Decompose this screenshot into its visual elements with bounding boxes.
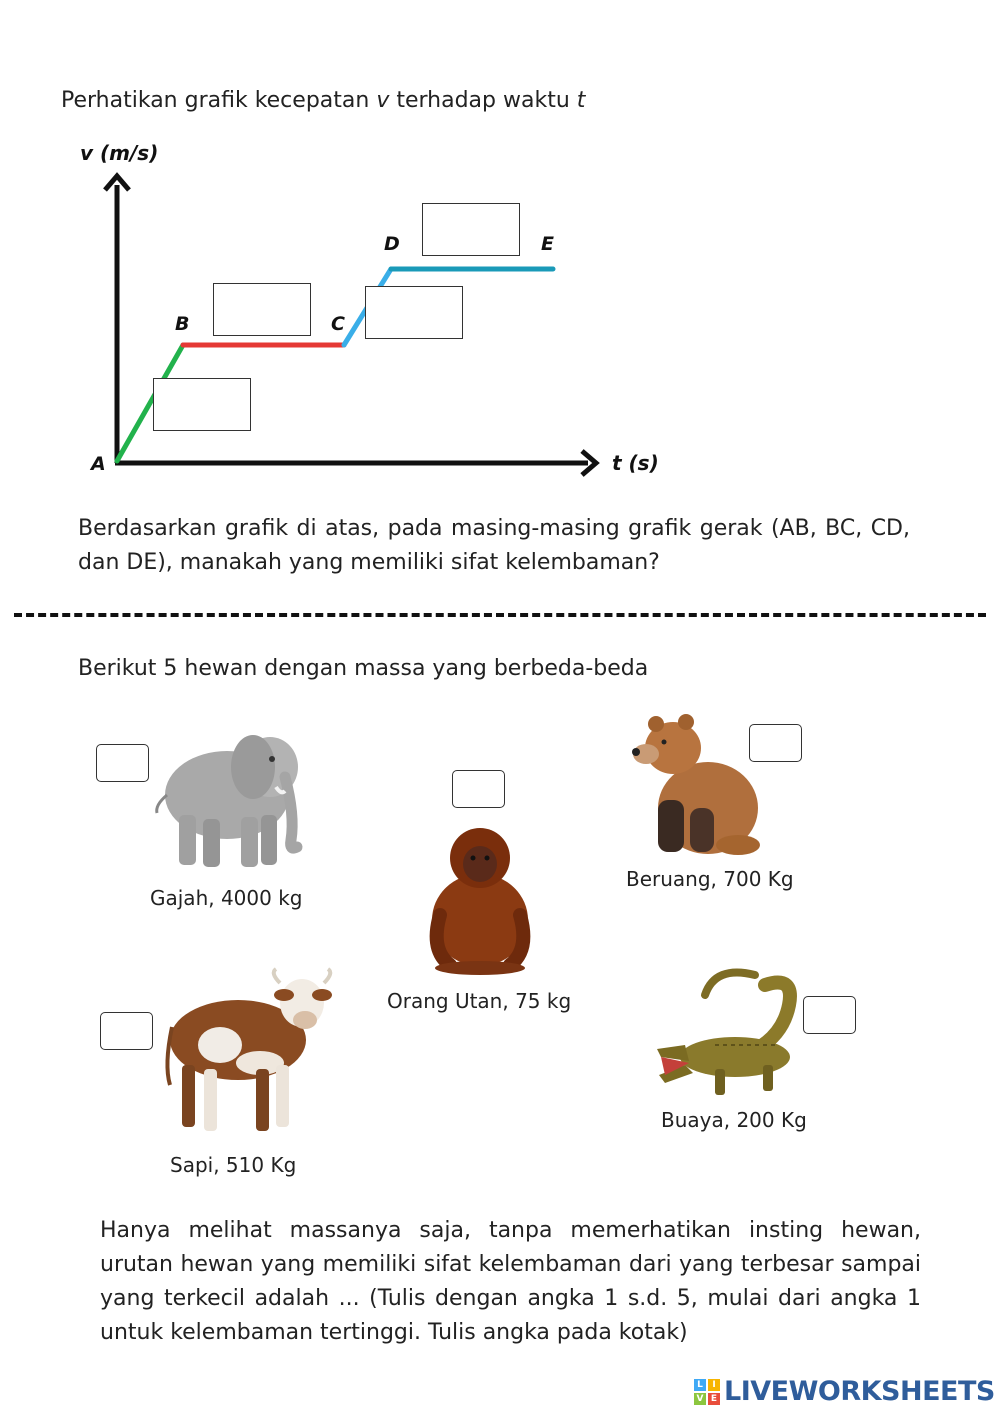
point-label-c: C <box>331 313 345 335</box>
caption-orangutan: Orang Utan, 75 kg <box>387 989 572 1013</box>
liveworksheets-logo <box>694 1376 995 1407</box>
animals-intro: Berikut 5 hewan dengan massa yang berbeda-beda <box>78 656 649 681</box>
v-symbol: v <box>376 88 390 113</box>
point-label-e: E <box>541 233 554 255</box>
crocodile-image <box>655 965 805 1105</box>
logo-letter-i: I <box>708 1379 720 1391</box>
caption-elephant: Gajah, 4000 kg <box>150 886 303 910</box>
point-label-b: B <box>175 313 190 335</box>
orangutan-image <box>420 820 540 975</box>
answer-box-bc[interactable] <box>213 283 311 336</box>
answer-box-orangutan[interactable] <box>452 770 505 808</box>
elephant-image <box>145 715 320 875</box>
answer-box-crocodile[interactable] <box>803 996 856 1034</box>
point-label-a: A <box>91 453 106 475</box>
logo-letter-v: V <box>694 1393 706 1405</box>
answer-box-cow[interactable] <box>100 1012 153 1050</box>
answer-box-ab[interactable] <box>153 378 251 431</box>
brand-text: LIVEWORKSHEETS <box>724 1376 995 1407</box>
answer-box-de[interactable] <box>422 203 520 256</box>
answer-box-elephant[interactable] <box>96 744 149 782</box>
caption-crocodile: Buaya, 200 Kg <box>661 1108 807 1132</box>
animals-question: Hanya melihat massanya saja, tanpa memerhatikan insting hewan, urutan hewan yang memiliki sifat kelembaman dari yang terbesar sampai yang terkecil adalah ... (Tulis dengan angka 1 s.d. 5, mulai dari angka 1 untuk kelembaman tertinggi. Tulis angka pada kotak) <box>100 1218 921 1345</box>
graph-intro: Perhatikan grafik kecepatan v terhadap waktu t <box>61 88 586 113</box>
y-axis-label: v (m/s) <box>80 141 159 165</box>
caption-bear: Beruang, 700 Kg <box>626 867 794 891</box>
x-axis-label: t (s) <box>612 451 659 475</box>
answer-box-bear[interactable] <box>749 724 802 762</box>
cow-image <box>160 965 345 1140</box>
logo-letter-e: E <box>708 1393 720 1405</box>
answer-box-cd[interactable] <box>365 286 463 339</box>
point-label-d: D <box>384 233 400 255</box>
logo-grid-icon <box>694 1379 720 1405</box>
bear-image <box>628 710 763 858</box>
logo-letter-l: L <box>694 1379 706 1391</box>
graph-question: Berdasarkan grafik di atas, pada masing-masing grafik gerak (AB, BC, CD, dan DE), manakah yang memiliki sifat kelembaman? <box>78 516 910 575</box>
section-divider <box>14 613 986 617</box>
t-symbol: t <box>576 88 586 113</box>
caption-cow: Sapi, 510 Kg <box>170 1153 297 1177</box>
